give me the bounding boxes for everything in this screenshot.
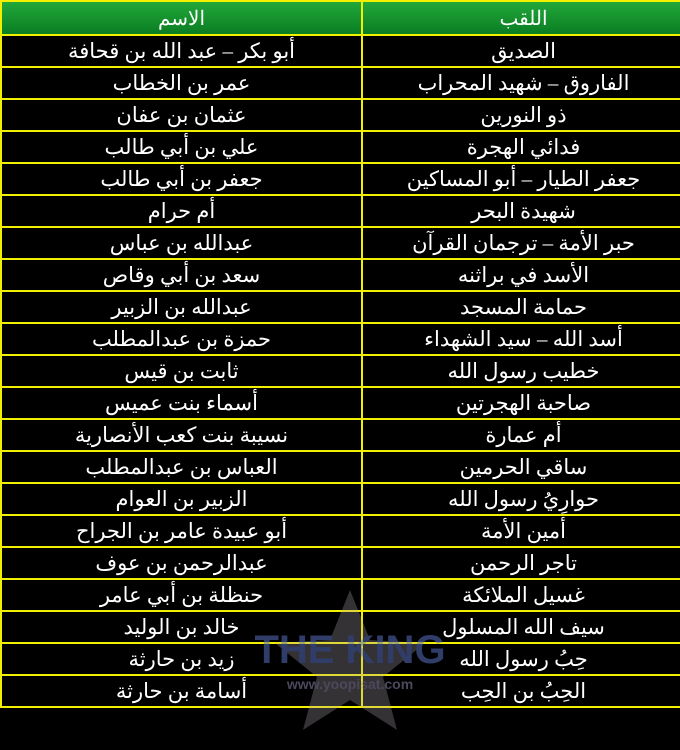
companion-title-cell: خطيب رسول الله <box>362 355 680 387</box>
companion-title-cell: غسيل الملائكة <box>362 579 680 611</box>
table-row <box>1 643 680 675</box>
companion-name-cell: الزبير بن العوام <box>1 483 362 515</box>
header-row <box>1 1 680 35</box>
table-row <box>1 419 680 451</box>
table-row <box>1 451 680 483</box>
companion-name-cell: ثابت بن قيس <box>1 355 362 387</box>
table-row <box>1 483 680 515</box>
table-row <box>1 675 680 707</box>
companion-name-cell: أبو بكر – عبد الله بن قحافة <box>1 35 362 67</box>
companion-title-cell: جعفر الطيار – أبو المساكين <box>362 163 680 195</box>
companion-name-cell: حمزة بن عبدالمطلب <box>1 323 362 355</box>
companion-title-cell: أم عمارة <box>362 419 680 451</box>
table-row <box>1 35 680 67</box>
table-row <box>1 611 680 643</box>
companion-title-cell: ذو النورين <box>362 99 680 131</box>
companion-title-cell: تاجر الرحمن <box>362 547 680 579</box>
companion-name-cell: سعد بن أبي وقاص <box>1 259 362 291</box>
companion-title-cell: أسد الله – سيد الشهداء <box>362 323 680 355</box>
table-row <box>1 99 680 131</box>
table-row <box>1 547 680 579</box>
title-column-header: اللقب <box>362 1 680 35</box>
table-row <box>1 323 680 355</box>
companion-title-cell: حِبُ رسول الله <box>362 643 680 675</box>
companion-name-cell: زيد بن حارثة <box>1 643 362 675</box>
companion-name-cell: أم حرام <box>1 195 362 227</box>
companion-name-cell: جعفر بن أبي طالب <box>1 163 362 195</box>
companion-title-cell: شهيدة البحر <box>362 195 680 227</box>
table-row <box>1 291 680 323</box>
companion-name-cell: خالد بن الوليد <box>1 611 362 643</box>
companion-title-cell: صاحبة الهجرتين <box>362 387 680 419</box>
table-body <box>1 35 680 707</box>
table-row <box>1 515 680 547</box>
companion-title-cell: أمين الأمة <box>362 515 680 547</box>
companion-title-cell: الصديق <box>362 35 680 67</box>
companion-title-cell: الأسد في براثنه <box>362 259 680 291</box>
companion-name-cell: أسامة بن حارثة <box>1 675 362 707</box>
table-row <box>1 387 680 419</box>
companion-title-cell: سيف الله المسلول <box>362 611 680 643</box>
companion-title-cell: الفاروق – شهيد المحراب <box>362 67 680 99</box>
companion-name-cell: عبدالله بن عباس <box>1 227 362 259</box>
companion-name-cell: حنظلة بن أبي عامر <box>1 579 362 611</box>
companion-title-cell: حمامة المسجد <box>362 291 680 323</box>
table-row <box>1 355 680 387</box>
table-row <box>1 579 680 611</box>
companion-title-cell: حبر الأمة – ترجمان القرآن <box>362 227 680 259</box>
companion-name-cell: عبدالرحمن بن عوف <box>1 547 362 579</box>
companion-name-cell: عمر بن الخطاب <box>1 67 362 99</box>
watermark-site: www.yoopisat.com <box>286 676 414 692</box>
companion-title-cell: ساقي الحرمين <box>362 451 680 483</box>
companion-name-cell: نسيبة بنت كعب الأنصارية <box>1 419 362 451</box>
table-row <box>1 163 680 195</box>
name-column-header: الاسم <box>1 1 362 35</box>
table-row <box>1 259 680 291</box>
table-row <box>1 227 680 259</box>
companion-name-cell: عبدالله بن الزبير <box>1 291 362 323</box>
companion-name-cell: أبو عبيدة عامر بن الجراح <box>1 515 362 547</box>
companion-name-cell: العباس بن عبدالمطلب <box>1 451 362 483</box>
watermark-brand: THE KING <box>254 628 446 672</box>
companion-name-cell: علي بن أبي طالب <box>1 131 362 163</box>
companion-name-cell: عثمان بن عفان <box>1 99 362 131</box>
companion-name-cell: أسماء بنت عميس <box>1 387 362 419</box>
companion-title-cell: فدائي الهجرة <box>362 131 680 163</box>
table-row <box>1 67 680 99</box>
table-row <box>1 131 680 163</box>
companion-title-cell: الحِبُ بن الحِب <box>362 675 680 707</box>
companion-title-cell: حوارِيُ رسول الله <box>362 483 680 515</box>
table-row <box>1 195 680 227</box>
